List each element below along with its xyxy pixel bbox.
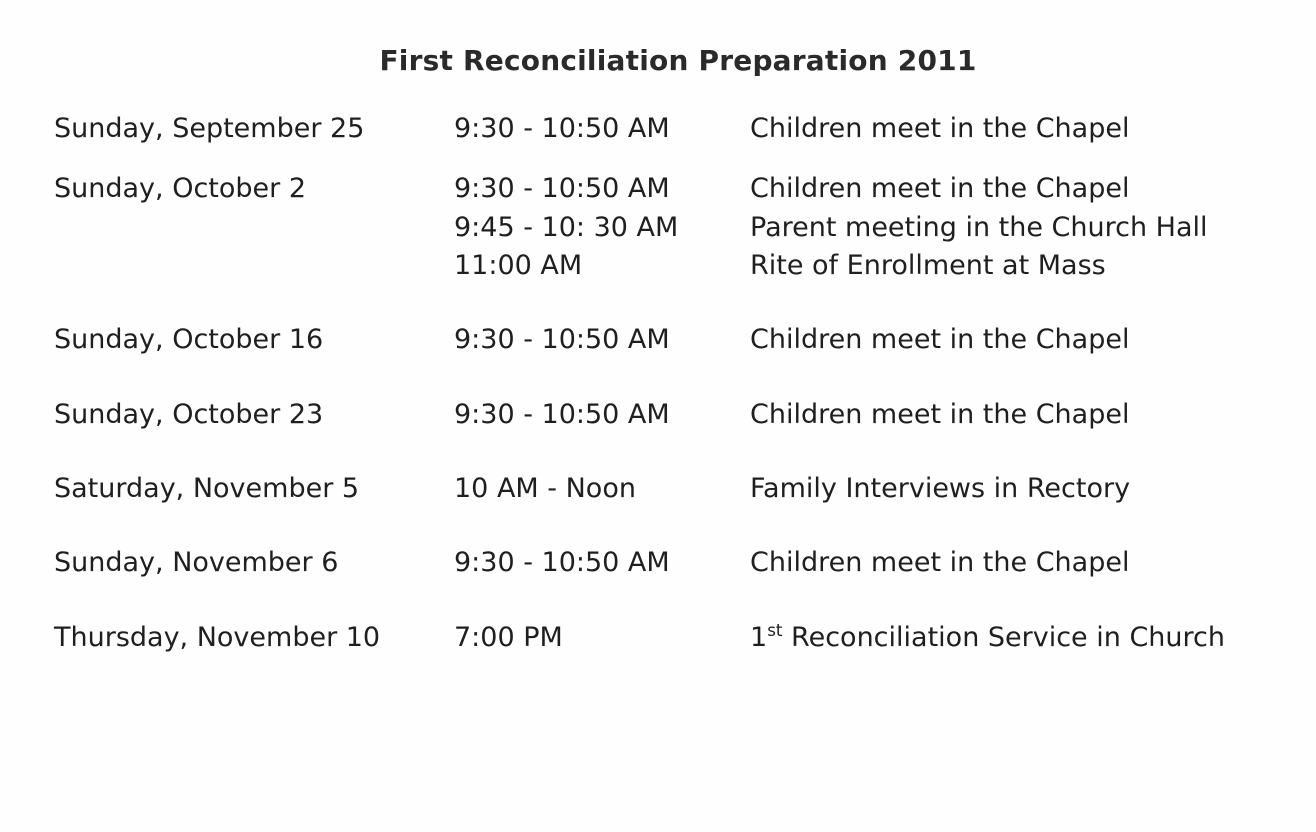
row-time: 10 AM - Noon	[454, 472, 636, 504]
row-time: 11:00 AM	[454, 249, 583, 281]
row-event-ordinal-suffix: st	[767, 619, 783, 640]
row-event-prefix: 1	[750, 621, 768, 653]
schedule-row	[54, 321, 1284, 359]
row-event-text: Reconciliation Service in Church	[782, 621, 1225, 653]
row-event: Children meet in the Chapel	[750, 547, 1130, 579]
row-event: Parent meeting in the Church Hall	[750, 211, 1208, 243]
row-time: 9:30 - 10:50 AM	[454, 324, 670, 356]
row-event-group	[750, 170, 1284, 285]
row-event: Children meet in the Chapel	[750, 398, 1130, 430]
row-time: 9:30 - 10:50 AM	[454, 398, 670, 430]
row-event: Rite of Enrollment at Mass	[750, 249, 1106, 281]
schedule-list	[54, 110, 1284, 679]
schedule-row	[54, 619, 1284, 657]
row-event: Children meet in the Chapel	[750, 324, 1130, 356]
row-event: Family Interviews in Rectory	[750, 472, 1131, 504]
schedule-row	[54, 470, 1284, 508]
row-event: Children meet in the Chapel	[750, 173, 1130, 205]
row-date: Thursday, November 10	[54, 621, 381, 653]
row-time: 9:30 - 10:50 AM	[454, 173, 670, 205]
row-date: Sunday, October 16	[54, 324, 324, 356]
schedule-row	[54, 170, 1284, 285]
row-date: Saturday, November 5	[54, 472, 360, 504]
row-time: 7:00 PM	[454, 621, 563, 653]
row-event: Children meet in the Chapel	[750, 113, 1130, 144]
schedule-row	[54, 396, 1284, 434]
row-date: Sunday, October 2	[54, 173, 307, 205]
schedule-row	[54, 544, 1284, 582]
row-time: 9:45 - 10: 30 AM	[454, 211, 679, 243]
page-title: First Reconciliation Preparation 2011	[379, 44, 977, 77]
row-date: Sunday, November 6	[54, 547, 339, 579]
row-time: 9:30 - 10:50 AM	[454, 113, 670, 144]
row-date: Sunday, September 25	[54, 113, 365, 144]
row-event	[750, 619, 1284, 657]
row-time: 9:30 - 10:50 AM	[454, 547, 670, 579]
schedule-row	[54, 110, 1284, 148]
row-time-group	[454, 170, 750, 285]
row-date: Sunday, October 23	[54, 398, 324, 430]
